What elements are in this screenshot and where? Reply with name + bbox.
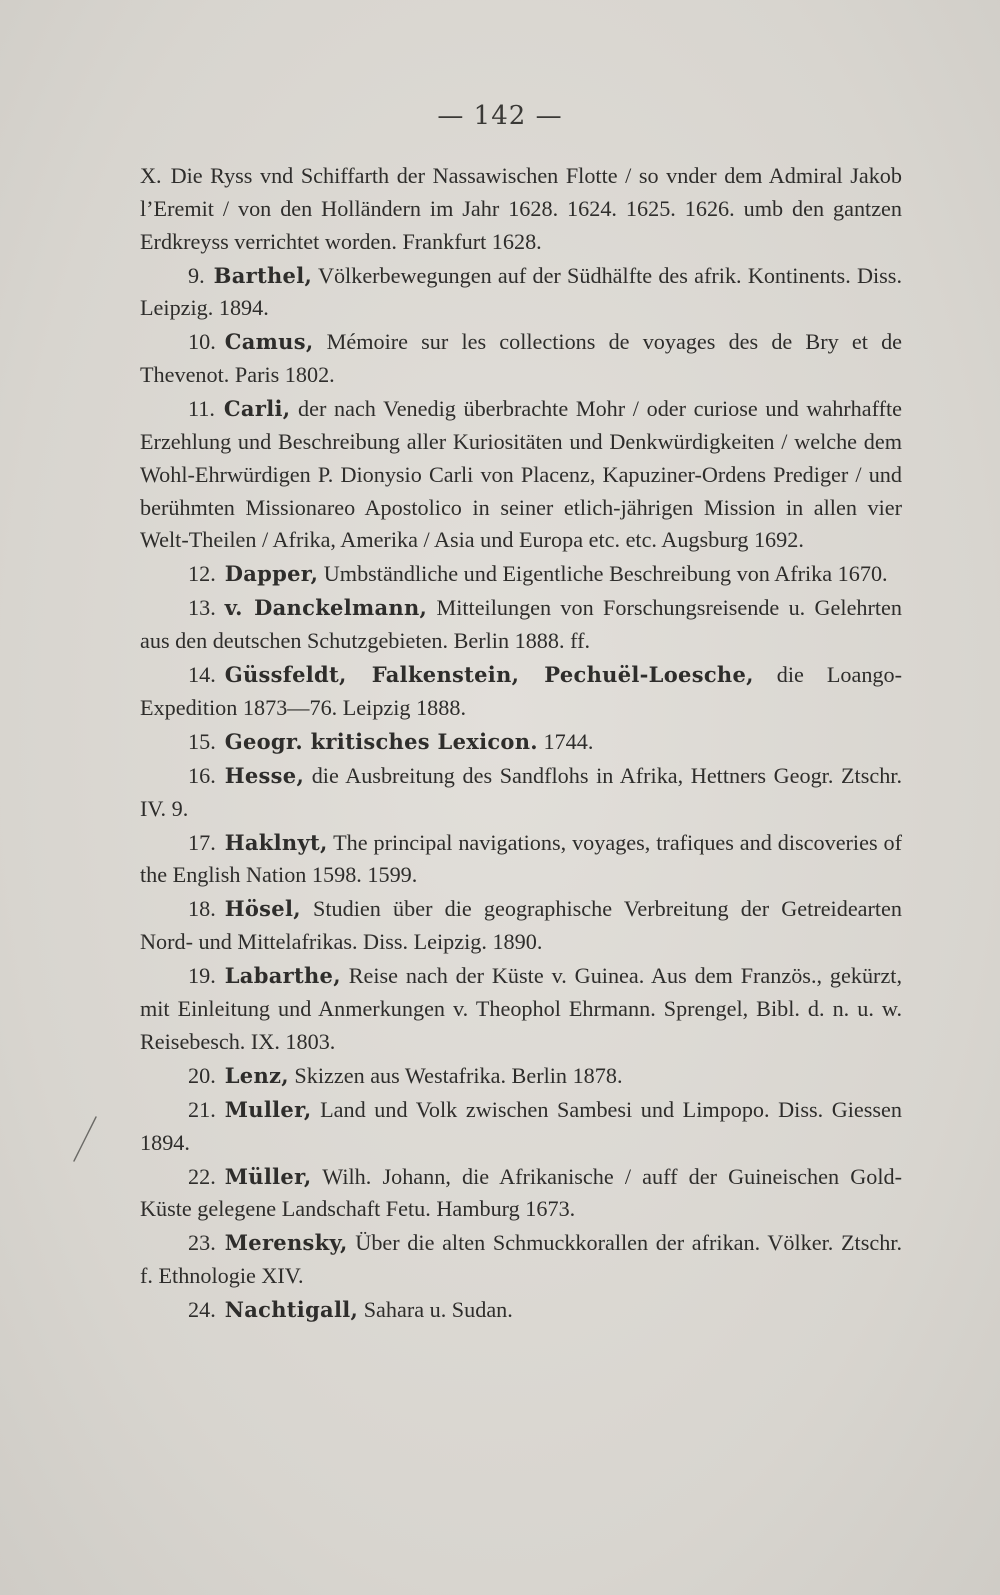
entry-number: 24. <box>188 1297 216 1323</box>
entry-number: 23. <box>188 1230 216 1256</box>
entry-text: der nach Venedig überbrachte Mohr / oder curiose und wahrhaffte Erzehlung und Beschreibung aller Kuriositäten und Denkwürdigkeiten / welche dem Wohl-Ehrwürdigen P. Dionysio Carli von Placenz, Kapuziner-Ordens Prediger / und berühmten Missionareo Apostolico in seiner etlich-jährigen Mission in allen vier Welt-Theilen / Afrika, Amerika / Asia und Europa etc. etc. Augsburg 1692. <box>140 396 903 553</box>
bibliography-entry <box>140 393 902 557</box>
entry-text: The principal navigations, voyages, trafiques and discoveries of the English Nation 1598. 1599. <box>140 829 902 888</box>
bibliography-entry <box>140 726 902 759</box>
entry-number: 12. <box>188 561 216 587</box>
entry-number: 20. <box>188 1062 216 1088</box>
entry-text: Wilh. Johann, die Afrikanische / auff der Guineischen Gold-Küste gelegene Landschaft Fetu. Hamburg 1673. <box>140 1163 902 1222</box>
pencil-mark <box>72 1115 98 1163</box>
entry-author: Muller, <box>224 1096 312 1122</box>
page-number: — 142 — <box>437 101 563 131</box>
entry-number: 16. <box>188 762 216 788</box>
bibliography-entry <box>140 326 902 392</box>
bibliography-entry <box>140 558 902 591</box>
entry-author: Nachtigall, <box>224 1297 359 1323</box>
bibliography-entry <box>140 1161 902 1227</box>
bibliography-entry <box>140 827 902 893</box>
entry-text: 1744. <box>543 728 594 754</box>
entry-text: Skizzen aus Westafrika. Berlin 1878. <box>294 1062 623 1088</box>
bibliography-entry <box>140 659 902 725</box>
bibliography-entry <box>140 260 902 326</box>
entry-author: Lenz, <box>224 1062 289 1088</box>
entry-number: 18. <box>188 896 216 922</box>
bibliography-entry <box>140 893 902 959</box>
entry-text: Sahara u. Sudan. <box>363 1297 513 1323</box>
entry-number: 10. <box>188 329 216 355</box>
bibliography-entry <box>140 1294 902 1327</box>
entry-author: Camus, <box>224 329 314 355</box>
entry-author: Dapper, <box>224 561 319 587</box>
entry-author: Carli, <box>223 396 291 422</box>
entry-author: Merensky, <box>224 1230 348 1256</box>
entry-number: 14. <box>188 662 216 688</box>
entry-text: Die Ryss vnd Schiffarth der Nassawischen Flotte / so vnder dem Admiral Jakob l’Eremit / von den Holländern im Jahr 1628. 1624. 1625. 1626. umb den gantzen Erdkreyss verrichtet worden. Frankfurt 1628. <box>140 163 902 254</box>
bibliography-entry <box>140 592 902 658</box>
entry-author: v. Danckelmann, <box>224 595 428 621</box>
entry-author: Güssfeldt, Falkenstein, Pechuël-Loesche, <box>224 662 754 688</box>
entry-author: Haklnyt, <box>224 829 328 855</box>
entry-text: Umbständliche und Eigentliche Beschreibung von Afrika 1670. <box>323 561 888 587</box>
entry-author: Labarthe, <box>224 963 341 989</box>
entry-number: 19. <box>188 963 216 989</box>
bibliography-entry <box>140 760 902 826</box>
bibliography-entry <box>104 160 902 258</box>
entry-author: Barthel, <box>213 262 313 288</box>
entry-author: Geogr. kritisches Lexicon. <box>224 728 538 754</box>
entry-text: Mitteilungen von Forschungsreisende u. Gelehrten aus den deutschen Schutzgebieten. Berlin 1888. ff. <box>140 595 903 654</box>
bibliography-entry <box>140 1094 902 1160</box>
entry-number: 11. <box>188 396 215 422</box>
entry-number: 17. <box>188 829 216 855</box>
entry-text: die Ausbreitung des Sandflohs in Afrika, Hettners Geogr. Ztschr. IV. 9. <box>140 762 902 821</box>
bibliography-entry <box>140 960 902 1058</box>
entry-number: X. <box>140 163 162 188</box>
entry-number: 21. <box>188 1096 216 1122</box>
entry-text: Mémoire sur les collections de voyages des de Bry et de Thevenot. Paris 1802. <box>140 329 903 388</box>
entry-author: Hösel, <box>224 896 301 922</box>
entry-text: Studien über die geographische Verbreitung der Getreidearten Nord- und Mittelafrikas. Diss. Leipzig. 1890. <box>140 896 903 955</box>
entry-number: 15. <box>188 728 216 754</box>
entry-author: Hesse, <box>224 762 305 788</box>
bibliography-entry <box>140 1227 902 1293</box>
entry-number: 13. <box>188 595 216 621</box>
entry-text: Land und Volk zwischen Sambesi und Limpopo. Diss. Giessen 1894. <box>140 1096 902 1155</box>
entry-text: Völkerbewegungen auf der Südhälfte des afrik. Kontinents. Diss. Leipzig. 1894. <box>140 262 902 321</box>
entry-number: 9. <box>188 262 205 288</box>
entry-number: 22. <box>188 1163 216 1189</box>
entry-text: die Loango-Expedition 1873—76. Leipzig 1888. <box>140 662 902 720</box>
entry-text: Über die alten Schmuckkorallen der afrikan. Völker. Ztschr. f. Ethnologie XIV. <box>140 1230 903 1289</box>
bibliography-entry <box>140 1060 902 1093</box>
bibliography-list <box>140 160 902 1328</box>
entry-text: Reise nach der Küste v. Guinea. Aus dem Französ., gekürzt, mit Einleitung und Anmerkungen v. Theophol Ehrmann. Sprengel, Bibl. d. n. u. w. Reisebesch. IX. 1803. <box>140 963 903 1054</box>
entry-author: Müller, <box>224 1163 312 1189</box>
